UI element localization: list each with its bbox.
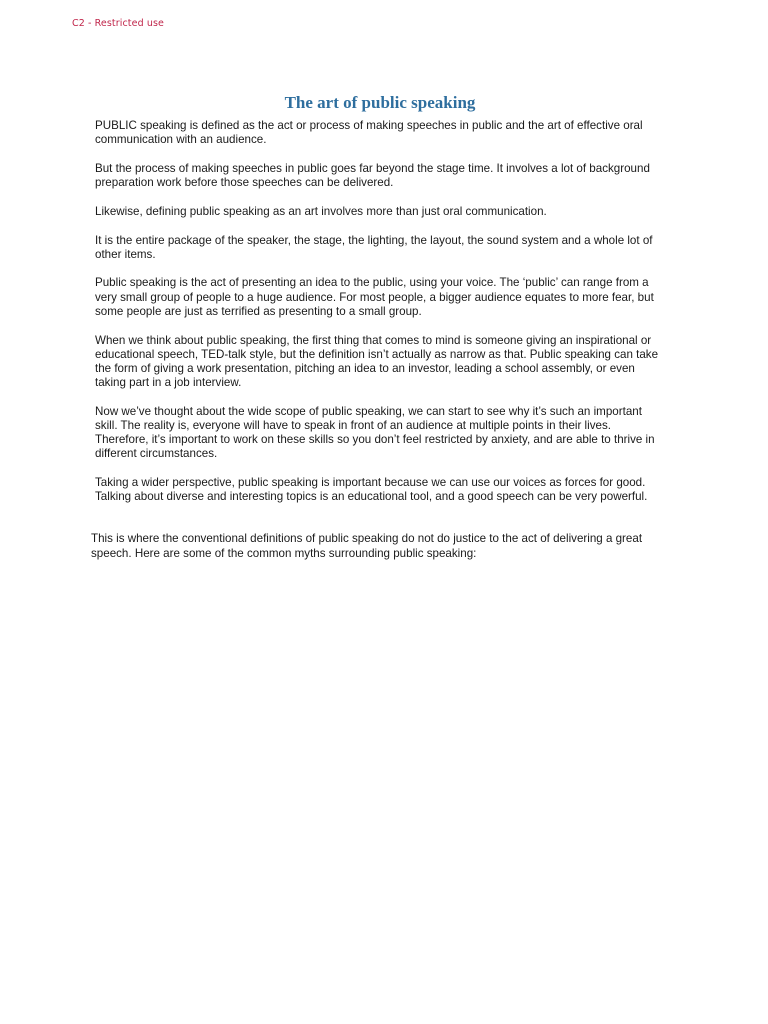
classification-label: C2 - Restricted use [72, 18, 164, 29]
paragraph-myths-intro: This is where the conventional definitions of public speaking do not do justice to the act of delivering a great speech. Here are some of the common myths surrounding public speaking: [91, 532, 643, 560]
paragraph-definition: PUBLIC speaking is defined as the act or process of making speeches in public and the art of effective oral communication with an audience. [95, 119, 643, 147]
document-title: The art of public speaking [284, 93, 476, 112]
paragraph-perspective: Taking a wider perspective, public speaking is important because we can use our voices as forces for good. Talking about diverse and interesting topics is an educational tool, and a good speech can be very powerful. [95, 476, 648, 504]
paragraph-art: Likewise, defining public speaking as an art involves more than just oral communication. [95, 204, 547, 218]
paragraph-forms: When we think about public speaking, the first thing that comes to mind is someone giving an inspirational or educational speech, TED-talk style, but the definition isn’t actually as narrow as that. Public speaking can take the form of giving a work presentation, pitching an idea to an investor, leading a school assembly, or even taking part in a job interview. [95, 333, 659, 390]
paragraph-preparation: But the process of making speeches in public goes far beyond the stage time. It involves a lot of background preparation work before those speeches can be delivered. [95, 161, 650, 190]
document-body [95, 119, 667, 519]
paragraph-audience: Public speaking is the act of presenting an idea to the public, using your voice. The ‘public’ can range from a very small group of people to a huge audience. For most people, a bigger audience equates to more fear, but some people are just as terrified as presenting to a small group. [95, 276, 654, 318]
paragraph-package: It is the entire package of the speaker, the stage, the lighting, the layout, the sound system and a whole lot of other items. [95, 233, 653, 261]
paragraph-importance: Now we’ve thought about the wide scope of public speaking, we can start to see why it’s such an important skill. The reality is, everyone will have to speak in front of an audience at multiple points in their lives. Therefore, it’s important to work on these skills so you don’t feel restricted by anxiety, and are able to thrive in different circumstances. [95, 404, 655, 461]
